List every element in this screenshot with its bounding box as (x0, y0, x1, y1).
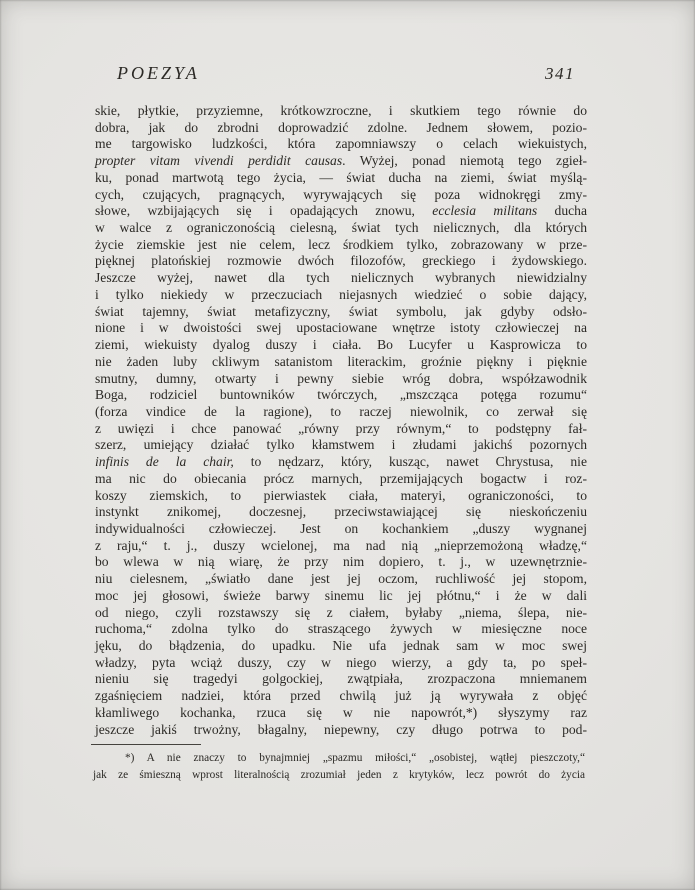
text-line (95, 571, 587, 588)
text-segment: życie ziemskie jest nie celem, lecz środkiem tylko, zobrazowany w prze- (95, 236, 587, 252)
text-line (95, 655, 587, 672)
text-segment: instynkt znikomej, doczesnej, przeciwstawiającej się nieskończeniu (95, 504, 587, 520)
text-segment: zgaśnięciem nadziei, która przed chwilą już ją wyrywała z objęć (95, 688, 587, 704)
text-line (95, 722, 587, 739)
text-line (95, 488, 587, 505)
text-segment: Jeszcze wyżej, nawet dla tych nielicznych wybranych niewidzialny (95, 270, 587, 286)
text-line (95, 304, 587, 321)
text-line (95, 471, 587, 488)
text-segment: w walce z ograniczonością cielesną, świat tych nielicznych, dla których (95, 220, 587, 236)
text-segment: ducha (537, 203, 587, 219)
text-segment: nieniu się tragedyi golgockiej, zwątpiała, zrozpaczona mniemanem (95, 671, 587, 687)
text-line (95, 605, 587, 622)
text-segment: indywidualności człowieczej. Jest on kochankiem „duszy wygnanej (95, 520, 587, 536)
text-line (95, 220, 587, 237)
text-segment: z raju,“ t. j., duszy wcielonej, ma nad nią „nieprzemożoną władzę,“ (95, 537, 587, 553)
text-segment: władzy, pyta wciąż duszy, czy w niego wierzy, a gdy ta, po speł- (95, 654, 587, 670)
text-segment: od niego, czyli rozstawszy się z ciałem, byłaby „niema, ślepa, nie- (95, 604, 587, 620)
text-segment: świat tajemny, świat metafizyczny, świat symbolu, jak gdyby odsło- (95, 303, 587, 319)
text-segment: ruchoma,“ zdolna tylko do straszącego żywych w miesięczne noce (95, 621, 587, 637)
text-segment: z uwięzi i chce panować „równy przy równym,“ to podstępny fał- (95, 420, 587, 436)
page-header (95, 63, 587, 84)
text-line (95, 136, 587, 153)
body-text (95, 103, 587, 738)
text-segment: jeszcze jakiś trwożny, błagalny, niepewny, czy długo potrwa to pod- (95, 721, 587, 737)
text-line (95, 120, 587, 137)
page-number: 341 (545, 64, 575, 83)
text-line (95, 187, 587, 204)
text-segment: ziemi, wiekuisty dyalog duszy i ciała. Bo Lucyfer u Kasprowicza to (95, 337, 587, 353)
page-title: POEZYA (117, 63, 200, 83)
text-segment: dobra, jak do zbrodni doprowadzić zdolne. Jednem słowem, pozio- (95, 119, 587, 135)
text-segment: koszy ziemskich, to pierwiastek ciała, materyi, ograniczoności, to (95, 487, 587, 503)
text-line (95, 421, 587, 438)
text-segment: me targowisko ludzkości, która zapomniawszy o celach wiekuistych, (95, 136, 587, 152)
text-segment: (forza vindice de la ragione), to raczej niewolnik, co zerwał się (95, 403, 587, 419)
text-line (95, 504, 587, 521)
footnote-line: jak ze śmieszną wprost literalnością zrozumiał jeden z krytyków, lecz powrót do życia (93, 768, 585, 781)
text-segment: jęku, do błądzenia, do upadku. Nie ufa jednak sam w moc swej (95, 638, 587, 653)
text-line (95, 103, 587, 120)
text-line (95, 538, 587, 555)
italic-phrase: ecclesia militans (432, 203, 538, 219)
text-line (95, 354, 587, 371)
text-line (95, 371, 587, 388)
text-segment: . Wyżej, ponad niemotą tego zgieł- (342, 153, 587, 169)
text-segment: smutny, dumny, otwarty i pewny siebie wróg dobra, współzawodnik (95, 370, 587, 386)
text-line (95, 237, 587, 254)
text-segment: słowe, wzbijających się i opadających znowu, (95, 203, 433, 219)
text-line (95, 588, 587, 605)
italic-phrase: propter vitam vivendi perdidit causas (95, 153, 343, 169)
text-segment: kłamliwego kochanka, rzuca się w nie napowrót,*) słyszymy raz (95, 704, 587, 720)
text-line (95, 387, 587, 404)
text-line (95, 320, 587, 337)
text-line (95, 705, 587, 722)
text-line (95, 203, 587, 220)
text-line (95, 153, 587, 170)
text-segment: skie, płytkie, przyziemne, krótkowzroczne, i skutkiem tego równie do (95, 103, 587, 118)
text-segment: i tylko niekiedy w przeczuciach niejasnych wiedzieć o sobie dający, (95, 286, 587, 302)
text-line (95, 337, 587, 354)
text-line (95, 437, 587, 454)
text-line (95, 688, 587, 705)
text-line (95, 671, 587, 688)
text-line (95, 621, 587, 638)
text-line (95, 638, 587, 655)
footnote-rule (91, 744, 201, 745)
text-segment: ku, ponad martwotą tego życia, — świat ducha na ziemi, świat myślą- (95, 169, 587, 185)
text-line (95, 270, 587, 287)
italic-phrase: infinis de la chair, (95, 454, 234, 470)
text-segment: ma nic do obiecania prócz marnych, przemijających bogactw i roz- (95, 470, 587, 486)
text-segment: nione i w dwoistości swej upostaciowane wnętrze istoty człowieczej na (95, 320, 587, 336)
text-segment: Boga, rodziciel buntowników twórczych, „mszcząca potęga rozumu“ (95, 387, 587, 403)
text-line (95, 404, 587, 421)
text-segment: cych, czujących, pragnących, wyrywających się poza widnokręgi zmy- (95, 186, 587, 202)
text-line (95, 554, 587, 571)
text-segment: niu cielesnem, „światło dane jest jej oczom, ruchliwość jej stopom, (95, 571, 587, 587)
text-segment: moc jej głosowi, świeże barwy sinemu lic jej płótnu,“ i że w dali (95, 587, 587, 603)
text-line (95, 170, 587, 187)
footnote (93, 750, 585, 784)
text-line (95, 454, 587, 471)
text-line (95, 287, 587, 304)
text-segment: pięknej platońskiej rozmowie dwóch filozofów, greckiego i żydowskiego. (95, 253, 587, 269)
text-segment: to nędzarz, który, kusząc, nawet Chrystusa, nie (233, 454, 587, 470)
text-segment: bo wlewa w nią wiarę, że przy nim dopiero, t. j., w uzewnętrznie- (95, 554, 587, 570)
text-line (95, 521, 587, 538)
text-segment: nie żaden luby ckliwym satanistom literackim, groźnie piękny i pięknie (95, 353, 587, 369)
text-line (95, 253, 587, 270)
footnote-line: *) A nie znaczy to bynajmniej „spazmu miłości,“ „osobistej, wątłej pieszczoty,“ (125, 752, 585, 764)
text-segment: szerz, umiejący działać tylko kłamstwem i złudami jakichś pozornych (95, 437, 587, 453)
